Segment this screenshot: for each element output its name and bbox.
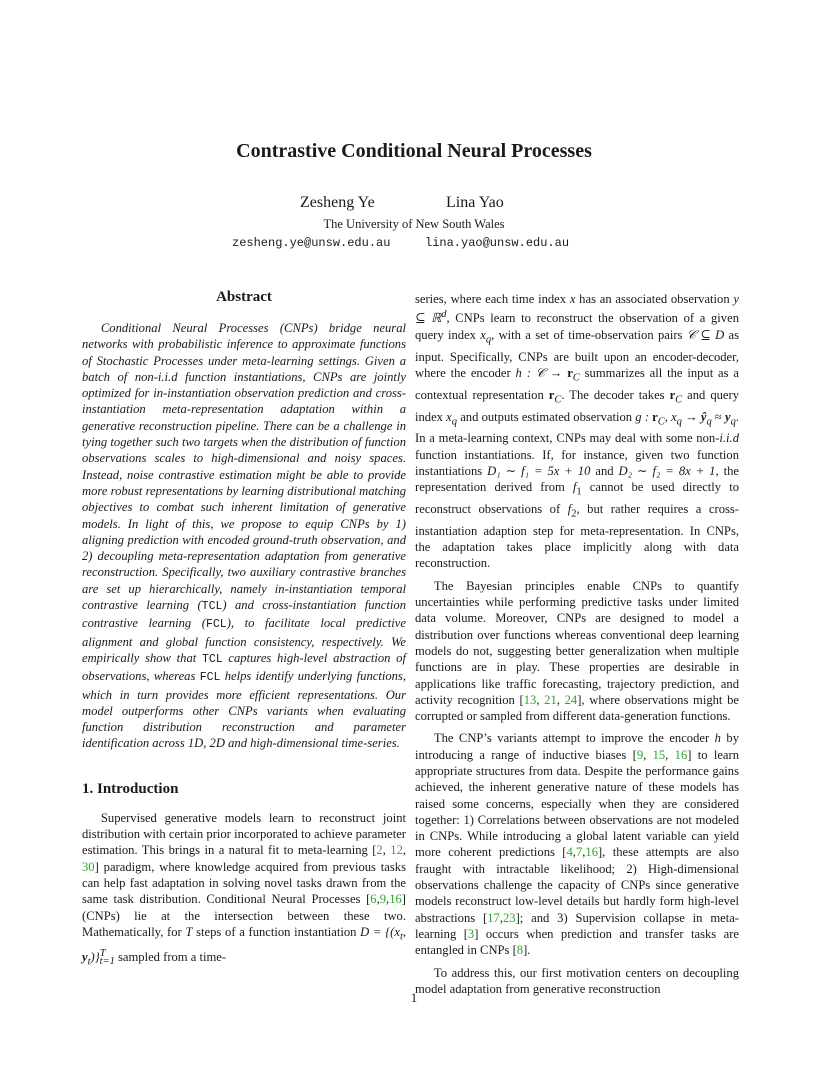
author-email: lina.yao@unsw.edu.au	[425, 236, 570, 250]
page-number: 1	[410, 990, 418, 1005]
abstract-heading: Abstract	[216, 289, 272, 305]
citation-link[interactable]: 23	[502, 910, 516, 925]
citation-link[interactable]: 15	[652, 747, 666, 762]
citation-link[interactable]: 16	[389, 892, 402, 907]
citation-link[interactable]: 2	[376, 843, 383, 858]
body-paragraph: series, where each time index x has an associated observation y ⊆ ℝ$^d$, CNPs learn to reconstruct the observation of a given query index $x_q$, with a set of time-observation pairs 𝒞 ⊆ D as input. Specifically, CNPs are built upon an encoder-decoder, where the encoder h : 𝒞 → $r_C$ summarizes all the input as a contextual representation $r_C$. The decoder takes $r_C$ and query index $x_q$ and outputs estimated observation g : $r_C$, $x_q$ → $ŷ_q \approx y_q$. In a meta-learning context, CNPs may deal with some non-i.i.d function instantiations. If, for instance, given two function instantiations D₁ ∼ f₁ = 5x + 10 and D₂ ∼ f₂ = 8x + 1, the representation derived from $f_1$ cannot be used directly to reconstruct observations of $f_2$, but rather requires a cross-instantiation adaption step for meta-representation. In CNPs, the adaptation takes place implicitly along with data reconstruction.	[415, 292, 740, 571]
paper-title: Contrastive Conditional Neural Processes	[236, 140, 592, 162]
body-paragraph: The CNP’s variants attempt to improve the encoder h by introducing a range of inductive biases [9, 15, 16] to learn appropriate structures from data. Despite the performance gains achieved, the inherent generative nature of these models has raised some concerns, especially when they are considered together: 1) Correlations between observations are not modeled in CNPs. While introducing a global latent variable can yield more coherent predictions [4,7,16], these attempts are also fraught with intractable likelihood; 2) High-dimensional observations challenge the capacity of CNPs since generative models reconstruct low-level details but hardly form high-level abstractions [17,23]; and 3) Supervision collapse in meta-learning [3] occurs when prediction and transfer tasks are entangled in CNPs [8].	[415, 731, 740, 958]
right-column	[415, 291, 739, 1003]
citation-link[interactable]: 16	[585, 845, 598, 860]
body-paragraph: The Bayesian principles enable CNPs to quantify uncertainties while performing predictive tasks under limited data volume. Moreover, CNPs are designed to model a distribution over functions whereas conventional deep learning models do not, suggesting better generalization when multiple functions are in play. These properties are desirable in applications like traffic forecasting, trajectory prediction, and activity recognition [13, 21, 24], where observations might be corrupted or sampled from different data-generation functions.	[415, 578, 739, 724]
citation-link[interactable]: 21	[544, 692, 557, 707]
citation-link[interactable]: 17	[487, 910, 500, 925]
citation-link[interactable]: 6	[370, 892, 377, 907]
abstract-text: Conditional Neural Processes (CNPs) bridge neural networks with probabilistic inference to approximate functions of Stochastic Processes under meta-learning settings. Given a batch of non-i.i.d function instantiations, CNPs are jointly optimized for in-instantiation observation prediction and cross-instantiation meta-representation adaptation within a generative reconstruction pipeline. There can be a challenge in tying together such two targets when the distribution of function observations scales to high-dimensional and noisy spaces. Instead, noise contrastive estimation might be able to provide more robust representations by learning distributional matching objectives to combat such inherent limitation of generative models. In light of this, we propose to equip CNPs by 1) aligning prediction with encoded ground-truth observation, and 2) decoupling meta-representation adaptation from generative reconstruction. Specifically, two auxiliary contrastive branches are set up hierarchically, namely in-instantiation temporal contrastive learning (TCL) and cross-instantiation function contrastive learning (FCL), to facilitate local predictive alignment and global function consistency, respectively. We empirically show that TCL captures high-level abstraction of observations, whereas FCL helps identify underlying functions, which in turn provides more efficient representations. Our model outperforms other CNPs variants when evaluating function distribution reconstruction and parameter identification across 1D, 2D and high-dimensional time-series.	[82, 321, 406, 751]
affiliation: The University of New South Wales	[323, 217, 505, 231]
left-column	[82, 288, 406, 977]
citation-link[interactable]: 9	[379, 892, 387, 907]
citation-link[interactable]: 4	[566, 845, 573, 860]
body-paragraph: To address this, our first motivation centers on decoupling model adaptation from generative reconstruction	[415, 965, 739, 996]
section-heading: 1. Introduction	[82, 780, 179, 797]
fcl-term: FCL	[205, 618, 227, 632]
citation-link[interactable]: 12	[390, 843, 403, 858]
citation-link[interactable]: 13	[523, 692, 537, 707]
intro-paragraph: Supervised generative models learn to reconstruct joint distribution with certain prior incorporated to achieve parameter estimation. This brings in a natural fit to meta-learning [2, 12, 30] paradigm, where knowledge acquired from previous tasks can help fast adaptation in solving novel tasks drawn from the same task distribution. Conditional Neural Processes [6,9,16] (CNPs) lie at the intersection between these two. Mathematically, for T steps of a function instantiation $D = \{(x_t$, $y_t)\}^T_{t=1}$ sampled from a time-	[82, 810, 407, 968]
citation-link[interactable]: 7	[575, 845, 583, 860]
citation-link[interactable]: 8	[516, 943, 524, 958]
citation-link[interactable]: 3	[467, 926, 475, 941]
citation-link[interactable]: 16	[674, 747, 688, 762]
citation-link[interactable]: 24	[564, 692, 578, 707]
tcl-term: TCL	[201, 600, 223, 614]
author-email: zesheng.ye@unsw.edu.au	[232, 236, 391, 250]
citation-link[interactable]: 9	[636, 747, 644, 762]
author-name: Zesheng Ye	[300, 194, 375, 211]
author-name: Lina Yao	[446, 194, 504, 211]
citation-link[interactable]: 30	[82, 859, 95, 874]
